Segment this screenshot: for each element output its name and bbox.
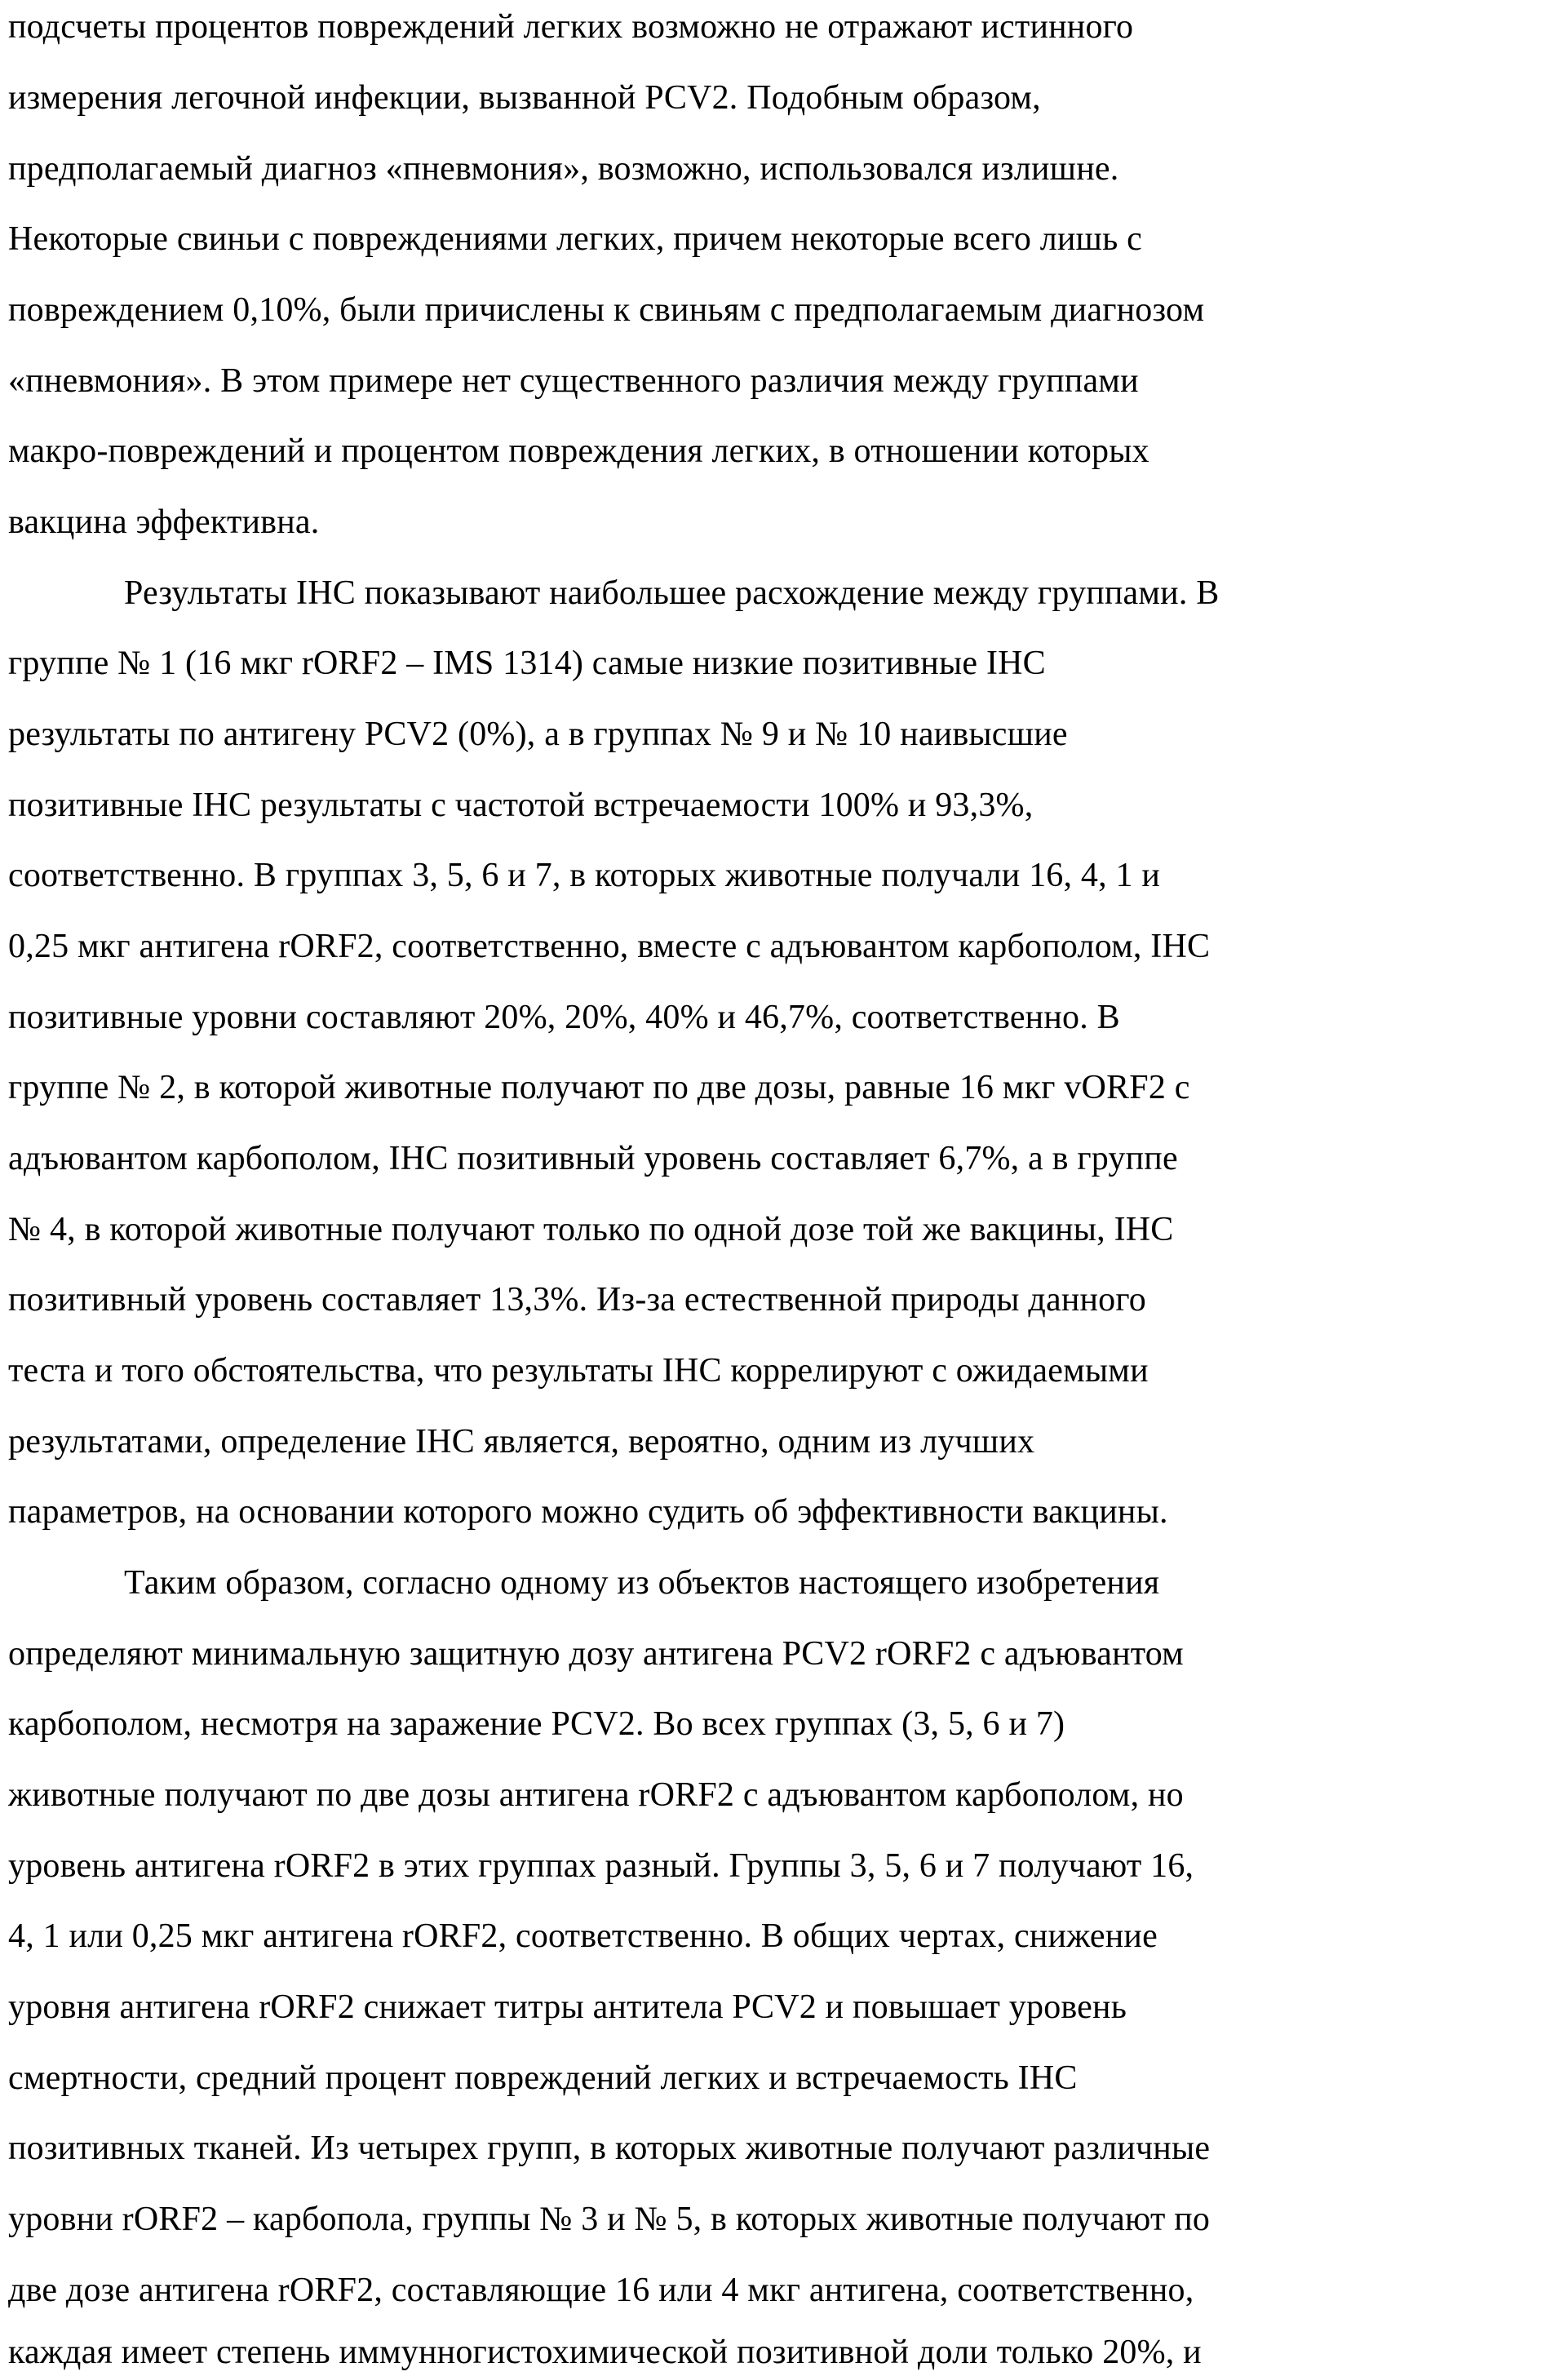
text-line: теста и того обстоятельства, что результаты IHC коррелируют с ожидаемыми bbox=[8, 1352, 1149, 1390]
text-line: результатами, определение IHC является, вероятно, одним из лучших bbox=[8, 1423, 1035, 1461]
text-line: адъювантом карбополом, IHC позитивный уровень составляет 6,7%, а в группе bbox=[8, 1140, 1178, 1177]
text-line: две дозе антигена rORF2, составляющие 16 или 4 мкг антигена, соответственно, bbox=[8, 2272, 1194, 2309]
text-line: № 4, в которой животные получают только по одной дозе той же вакцины, IHC bbox=[8, 1211, 1174, 1248]
text-line: смертности, средний процент повреждений легких и встречаемость IHC bbox=[8, 2059, 1078, 2097]
text-line: макро-повреждений и процентом повреждения легких, в отношении которых bbox=[8, 432, 1149, 470]
text-line: подсчеты процентов повреждений легких возможно не отражают истинного bbox=[8, 8, 1134, 46]
text-line: группе № 2, в которой животные получают по две дозы, равные 16 мкг vORF2 с bbox=[8, 1069, 1190, 1106]
text-line: измерения легочной инфекции, вызванной PCV2. Подобным образом, bbox=[8, 79, 1041, 117]
text-line: позитивные уровни составляют 20%, 20%, 40% и 46,7%, соответственно. В bbox=[8, 999, 1120, 1036]
text-line: животные получают по две дозы антигена rORF2 с адъювантом карбополом, но bbox=[8, 1776, 1184, 1814]
text-line: параметров, на основании которого можно судить об эффективности вакцины. bbox=[8, 1493, 1168, 1531]
text-line: результаты по антигену PCV2 (0%), а в группах № 9 и № 10 наивысшие bbox=[8, 716, 1068, 753]
text-line: карбополом, несмотря на заражение PCV2. Во всех группах (3, 5, 6 и 7) bbox=[8, 1705, 1065, 1743]
text-line: уровни rORF2 – карбопола, группы № 3 и № 5, в которых животные получают по bbox=[8, 2201, 1211, 2238]
text-line: повреждением 0,10%, были причислены к свиньям с предполагаемым диагнозом bbox=[8, 291, 1205, 329]
text-line: предполагаемый диагноз «пневмония», возможно, использовался излишне. bbox=[8, 150, 1119, 188]
text-line: определяют минимальную защитную дозу антигена PCV2 rORF2 с адъювантом bbox=[8, 1635, 1184, 1673]
text-line: каждая имеет степень иммунногистохимической позитивной доли только 20%, и bbox=[8, 2334, 1202, 2371]
text-line: Результаты IHC показывают наибольшее расхождение между группами. В bbox=[124, 574, 1220, 612]
text-line: позитивный уровень составляет 13,3%. Из-за естественной природы данного bbox=[8, 1281, 1146, 1319]
text-line: «пневмония». В этом примере нет существенного различия между группами bbox=[8, 362, 1139, 400]
text-line: группе № 1 (16 мкг rORF2 – IMS 1314) самые низкие позитивные IHC bbox=[8, 645, 1046, 682]
text-line: соответственно. В группах 3, 5, 6 и 7, в которых животные получали 16, 4, 1 и bbox=[8, 857, 1161, 894]
text-line: уровня антигена rORF2 снижает титры антитела PCV2 и повышает уровень bbox=[8, 1988, 1127, 2026]
text-line: Некоторые свиньи с повреждениями легких, причем некоторые всего лишь с bbox=[8, 220, 1142, 258]
text-line: Таким образом, согласно одному из объектов настоящего изобретения bbox=[124, 1564, 1160, 1602]
text-line: вакцина эффективна. bbox=[8, 503, 320, 541]
text-line: уровень антигена rORF2 в этих группах разный. Группы 3, 5, 6 и 7 получают 16, bbox=[8, 1847, 1194, 1885]
text-line: 0,25 мкг антигена rORF2, соответственно, вместе с адъювантом карбополом, IHC bbox=[8, 928, 1211, 965]
text-line: позитивные IHC результаты с частотой встречаемости 100% и 93,3%, bbox=[8, 787, 1034, 824]
text-line: позитивных тканей. Из четырех групп, в которых животные получают различные bbox=[8, 2130, 1211, 2167]
text-line: 4, 1 или 0,25 мкг антигена rORF2, соответственно. В общих чертах, снижение bbox=[8, 1917, 1158, 1955]
